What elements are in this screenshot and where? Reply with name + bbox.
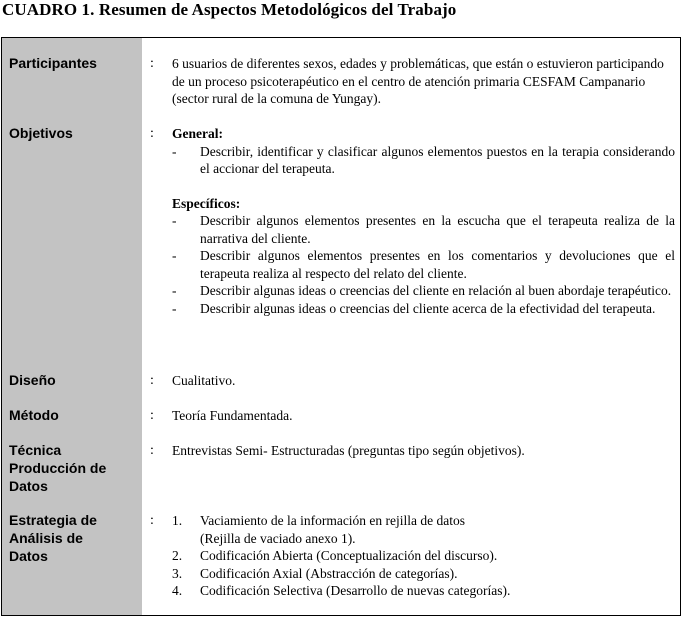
row-colon: : bbox=[150, 126, 154, 141]
list-item-text: Describir algunas ideas o creencias del cliente acerca de la efectividad del terapeuta. bbox=[200, 300, 656, 316]
list-item bbox=[172, 300, 675, 318]
label-line: Datos bbox=[9, 478, 48, 494]
list-item bbox=[172, 282, 675, 300]
row-label-diseno: Diseño bbox=[9, 372, 56, 388]
row-colon: : bbox=[150, 56, 154, 71]
row-label-tecnica bbox=[9, 441, 106, 495]
subheading-general: General: bbox=[172, 126, 223, 141]
list-item bbox=[172, 247, 675, 282]
row-content-participantes: 6 usuarios de diferentes sexos, edades y problemáticas, que están o estuvieron participando de un proceso psicoterapéutico en el centro de atención primaria CESFAM Campanario (sector rural de la comuna de Yungay). bbox=[172, 56, 664, 106]
row-label-objetivos: Objetivos bbox=[9, 125, 73, 141]
label-line: Análisis de bbox=[9, 530, 83, 546]
row-content-objetivos bbox=[172, 125, 675, 317]
row-colon: : bbox=[150, 443, 154, 458]
row-colon: : bbox=[150, 408, 154, 423]
row-label-metodo: Método bbox=[9, 407, 59, 423]
item-line: Codificación Abierta (Conceptualización del discurso). bbox=[200, 548, 498, 563]
item-number: 1. bbox=[172, 513, 183, 528]
list-item-text: Describir, identificar y clasificar algunos elementos puestos en la terapia considerando el accionar del terapeuta. bbox=[200, 143, 675, 176]
row-label-estrategia bbox=[9, 511, 97, 565]
item-number: 4. bbox=[172, 583, 183, 598]
item-line: Codificación Selectiva (Desarrollo de nuevas categorías). bbox=[200, 583, 511, 598]
list-item-text: Describir algunos elementos presentes en la escucha que el terapeuta realiza de la narrativa del cliente. bbox=[200, 213, 675, 246]
row-content-estrategia bbox=[172, 512, 675, 600]
item-number: 2. bbox=[172, 548, 183, 563]
list-item-text: Describir algunos elementos presentes en los comentarios y devoluciones que el terapeuta realiza al respecto del relato del cliente. bbox=[200, 248, 675, 281]
label-line: Datos bbox=[9, 548, 48, 564]
numbered-item bbox=[172, 512, 675, 547]
list-item bbox=[172, 212, 675, 247]
bullet-dash: - bbox=[172, 248, 177, 263]
table-title: CUADRO 1. Resumen de Aspectos Metodológicos del Trabajo bbox=[2, 0, 457, 19]
list-item bbox=[172, 143, 675, 178]
row-label-participantes: Participantes bbox=[9, 55, 97, 71]
row-colon: : bbox=[150, 513, 154, 528]
item-number: 3. bbox=[172, 565, 183, 581]
bullet-dash: - bbox=[172, 300, 177, 316]
numbered-item bbox=[172, 547, 675, 565]
list-item-text: Describir algunas ideas o creencias del cliente en relación al buen abordaje terapéutico. bbox=[200, 283, 672, 298]
methodology-table bbox=[1, 37, 681, 616]
item-line: Vaciamiento de la información en rejilla de datos bbox=[200, 513, 466, 528]
row-content-tecnica: Entrevistas Semi- Estructuradas (preguntas tipo según objetivos). bbox=[172, 443, 525, 458]
item-line: Codificación Axial (Abstracción de categorías). bbox=[200, 565, 458, 581]
numbered-item bbox=[172, 565, 675, 583]
row-content-metodo: Teoría Fundamentada. bbox=[172, 408, 293, 423]
subheading-especificos: Específicos: bbox=[172, 195, 241, 211]
bullet-dash: - bbox=[172, 213, 177, 228]
numbered-item bbox=[172, 582, 675, 600]
row-colon: : bbox=[150, 373, 154, 388]
bullet-dash: - bbox=[172, 143, 177, 159]
row-content-diseno: Cualitativo. bbox=[172, 373, 236, 388]
item-line: (Rejilla de vaciado anexo 1). bbox=[200, 530, 356, 546]
label-line: Técnica bbox=[9, 442, 62, 458]
label-line: Estrategia de bbox=[9, 512, 97, 528]
label-line: Producción de bbox=[9, 460, 107, 476]
bullet-dash: - bbox=[172, 283, 177, 298]
